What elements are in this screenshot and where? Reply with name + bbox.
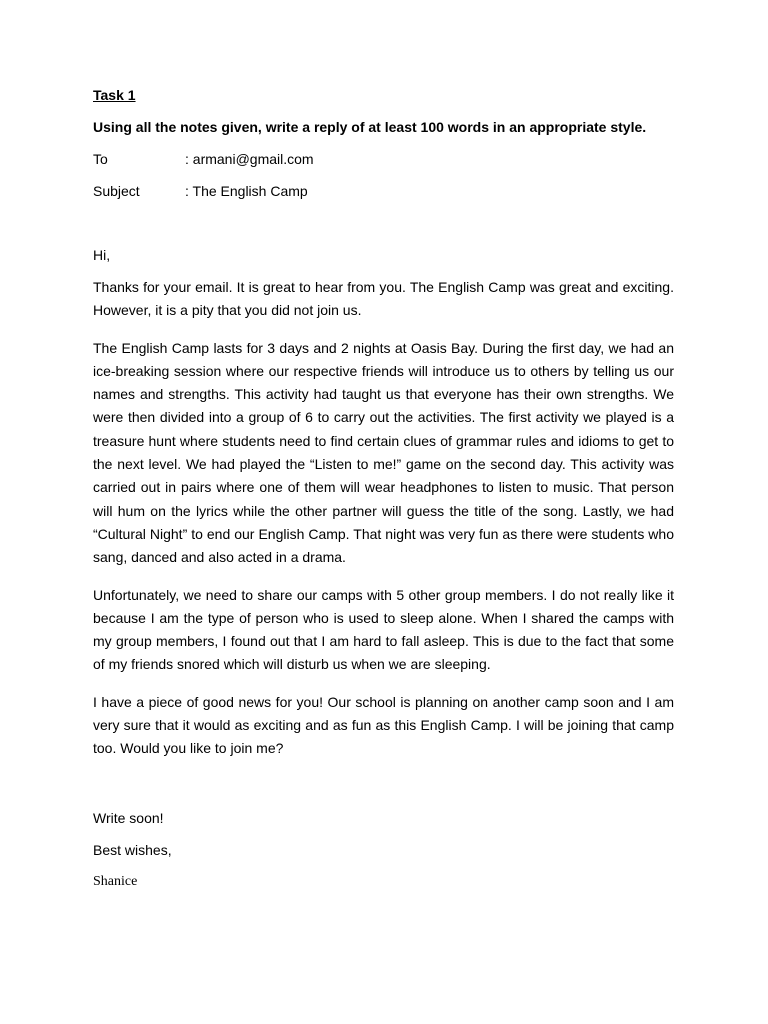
task-title: Task 1 [93,87,136,103]
subject-row [93,182,674,200]
letter-paragraph: Thanks for your email. It is great to hear from you. The English Camp was great and exciting. However, it is a pity that you did not join us. [93,279,674,319]
subject-label: Subject [93,183,140,199]
letter-paragraph: Unfortunately, we need to share our camps with 5 other group members. I do not really like it because I am the type of person who is used to sleep alone. When I shared the camps with my group members, I found out that I am hard to fall asleep. This is due to the fact that some of my friends snored which will disturb us when we are sleeping. [93,586,674,673]
to-label: To [93,151,108,167]
document-page [93,86,674,891]
subject-value: : The English Camp [185,183,308,199]
letter-closing: Write soon! [93,809,164,826]
letter-paragraph: I have a piece of good news for you! Our school is planning on another camp soon and I am very sure that it would as exciting and as fun as this English Camp. I will be joining that camp too. Would you like to join me? [93,693,674,757]
letter-paragraph: The English Camp lasts for 3 days and 2 nights at Oasis Bay. During the first day, we had an ice-breaking session where our respective friends will introduce us to others by telling us our names and strengths. This activity had taught us that everyone has their own strengths. We were then divided into a group of 6 to carry out the activities. The first activity we played is a treasure hunt where students need to find certain clues of grammar rules and idioms to get to the next level. We had played the “Listen to me!” game on the second day. This activity was carried out in pairs where one of them will wear headphones to listen to music. That person will hum on the lyrics while the other partner will guess the title of the song. Lastly, we had “Cultural Night” to end our English Camp. That night was very fun as there were students who sang, danced and also acted in a drama. [93,339,674,566]
letter-signature: Shanice [93,873,138,889]
to-value: : armani@gmail.com [185,151,314,167]
task-instruction: Using all the notes given, write a reply of at least 100 words in an appropriate style. [93,119,647,135]
to-row [93,150,674,168]
letter-greeting: Hi, [93,247,111,263]
letter-sign-off: Best wishes, [93,841,172,858]
